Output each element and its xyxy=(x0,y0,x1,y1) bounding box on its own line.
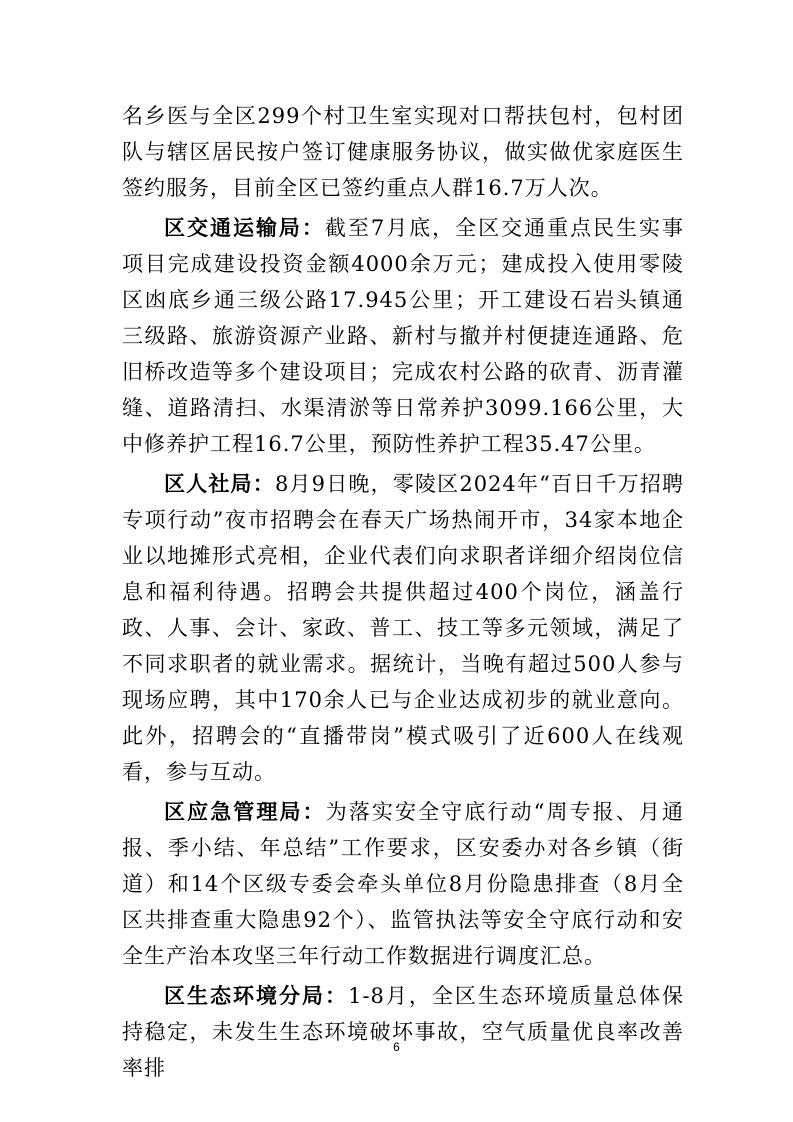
paragraph-heading: 区交通运输局： xyxy=(164,216,325,240)
paragraph-heading: 区应急管理局： xyxy=(164,800,326,824)
paragraph-ecological-environment-branch xyxy=(122,978,684,1086)
paragraph-text: 8月9日晚，零陵区2024年“百日千万招聘专项行动”夜市招聘会在春天广场热闹开市，34家本地企业以地摊形式亮相，企业代表们向求职者详细介绍岗位信息和福利待遇。招聘会共提供超过400个岗位，涵盖行政、人事、会计、家政、普工、技工等多元领域，满足了不同求职者的就业需求。据统计，当晚有超过500人参与现场应聘，其中170余人已与企业达成初步的就业意向。此外，招聘会的“直播带岗”模式吸引了近600人在线观看，参与互动。 xyxy=(122,472,685,784)
paragraph-transport-bureau xyxy=(122,210,684,462)
paragraph-hr-social-security-bureau xyxy=(122,466,684,790)
paragraph-text: 为落实安全守底行动“周专报、月通报、季小结、年总结”工作要求，区安委办对各乡镇（街道）和14个区级专委会牵头单位8月份隐患排查（8月全区共排查重大隐患92个）、监管执法等安全守底行动和安全生产治本攻坚三年行动工作数据进行调度汇总。 xyxy=(122,800,684,968)
document-body xyxy=(122,98,684,1090)
paragraph-text: 截至7月底，全区交通重点民生实事项目完成建设投资金额4000余万元；建成投入使用零陵区凼底乡通三级公路17.945公里；开工建设石岩头镇通三级路、旅游资源产业路、新村与撤并村便捷连通路、危旧桥改造等多个建设项目；完成农村公路的砍青、沥青灌缝、道路清扫、水渠清淤等日常养护3099.166公里，大中修养护工程16.7公里，预防性养护工程35.47公里。 xyxy=(122,216,684,456)
paragraph-heading: 区人社局： xyxy=(164,472,275,496)
page-number: 6 xyxy=(393,1040,400,1054)
paragraph-text: 名乡医与全区299个村卫生室实现对口帮扶包村，包村团队与辖区居民按户签订健康服务协议，做实做优家庭医生签约服务，目前全区已签约重点人群16.7万人次。 xyxy=(122,104,684,200)
paragraph-health-services xyxy=(122,98,684,206)
paragraph-text: 1-8月，全区生态环境质量总体保持稳定，未发生生态环境破坏事故，空气质量优良率改善率排 xyxy=(122,984,685,1080)
paragraph-heading: 区生态环境分局： xyxy=(164,984,349,1008)
paragraph-emergency-management-bureau xyxy=(122,794,684,974)
